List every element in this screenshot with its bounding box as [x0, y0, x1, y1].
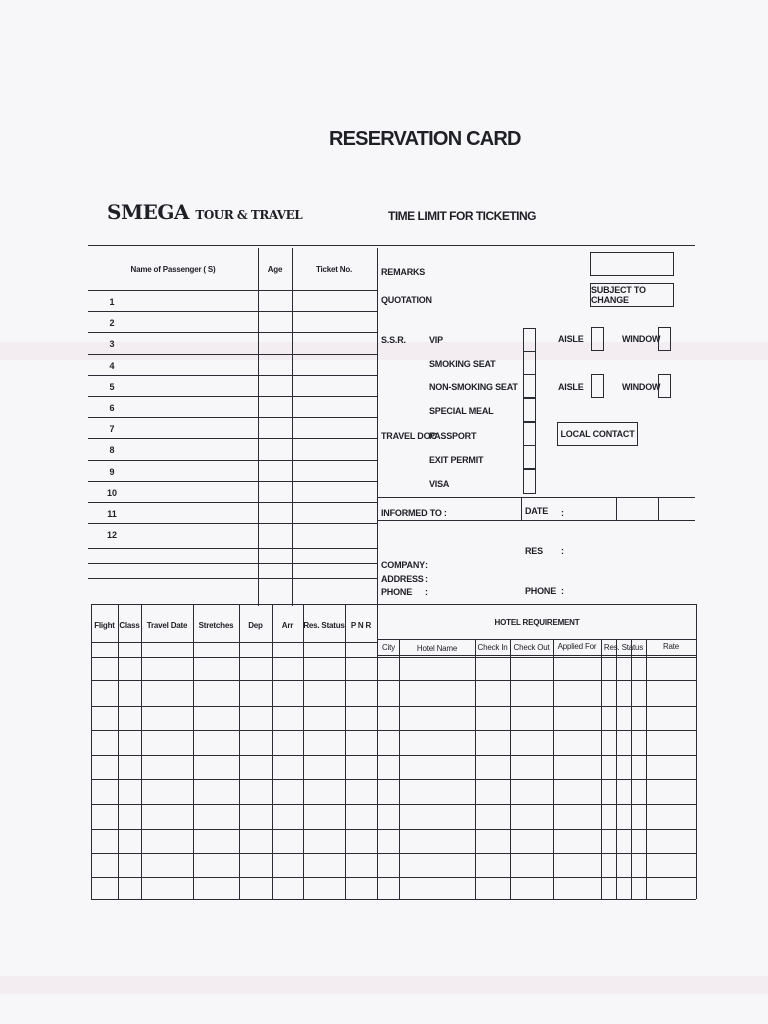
vip-label: VIP: [429, 335, 443, 345]
brand-logo: [107, 200, 302, 224]
remarks-label: REMARKS: [381, 267, 426, 277]
header-applied-for: Applied For: [557, 642, 597, 651]
flight-col-line: [377, 604, 378, 899]
flight-col-line: [141, 604, 142, 899]
table-row: [91, 730, 696, 731]
table-row: [88, 290, 377, 291]
aisle-label-1: AISLE: [558, 334, 584, 344]
informed-divider-3: [658, 497, 659, 520]
table-row: [88, 375, 377, 376]
flight-header-line: [91, 642, 377, 643]
bottom-table-bottom: [91, 899, 696, 900]
table-row: [88, 548, 377, 549]
time-limit-label: TIME LIMIT FOR TICKETING: [388, 209, 536, 223]
informed-divider-2: [616, 497, 617, 520]
table-row: [88, 578, 377, 579]
scan-band-bottom: [0, 976, 768, 994]
window-checkbox-2[interactable]: [658, 374, 671, 398]
window-label-2: WINDOW: [622, 382, 661, 392]
table-row: [91, 804, 696, 805]
flight-col-line: [193, 604, 194, 899]
table-row: [88, 311, 377, 312]
informed-divider-1: [521, 497, 522, 520]
hotel-col-line: [510, 639, 511, 899]
table-row: [91, 853, 696, 854]
header-pnr: P N R: [350, 621, 372, 630]
table-row: [91, 657, 696, 658]
visa-label: VISA: [429, 479, 450, 489]
table-row: [88, 481, 377, 482]
informed-row-top: [377, 497, 695, 498]
informed-row-bottom: [377, 520, 695, 521]
remarks-field[interactable]: [590, 252, 674, 276]
header-class: Class: [119, 621, 140, 630]
address-colon: :: [425, 574, 428, 584]
local-contact-box[interactable]: LOCAL CONTACT: [557, 422, 638, 446]
flight-col-line: [118, 604, 119, 899]
table-row: [91, 755, 696, 756]
passenger-row-number: 6: [109, 403, 115, 413]
window-checkbox-1[interactable]: [658, 327, 671, 351]
header-stretches: Stretches: [198, 621, 234, 630]
table-row: [88, 523, 377, 524]
special-meal-label: SPECIAL MEAL: [429, 406, 494, 416]
table-row: [91, 706, 696, 707]
header-age: Age: [267, 265, 283, 274]
date-label: DATE: [525, 506, 549, 516]
hotel-header-line: [377, 655, 696, 656]
quotation-label: QUOTATION: [381, 295, 432, 305]
top-rule: [88, 245, 695, 246]
hotel-col-line: [399, 639, 400, 899]
header-hotel-name: Hotel Name: [416, 644, 458, 653]
header-res-status: Res. Status: [303, 621, 345, 630]
header-dep: Dep: [248, 621, 263, 630]
company-label: COMPANY: [381, 560, 425, 570]
date-colon: :: [561, 508, 564, 518]
header-city: City: [382, 643, 395, 652]
passenger-row-number: 11: [107, 509, 117, 519]
informed-to-label: INFORMED TO :: [381, 508, 447, 518]
phone-colon: :: [425, 587, 428, 597]
header-passenger-name: Name of Passenger ( S): [130, 265, 216, 274]
company-colon: :: [425, 560, 428, 570]
header-rate: Rate: [662, 642, 680, 651]
hotel-requirement-title: HOTEL REQUIREMENT: [494, 618, 580, 627]
passenger-row-number: 7: [109, 424, 115, 435]
flight-col-line: [272, 604, 273, 899]
phone2-colon: :: [561, 586, 564, 596]
header-check-out: Check Out: [513, 643, 550, 652]
passenger-row-number: 4: [109, 360, 115, 371]
passenger-row-number: 10: [106, 487, 117, 498]
exit-permit-checkbox[interactable]: [523, 445, 536, 469]
passenger-row-number: 8: [109, 445, 115, 456]
special-meal-checkbox[interactable]: [523, 398, 536, 422]
table-row: [88, 417, 377, 418]
table-row: [91, 779, 696, 780]
passenger-row-number: 9: [109, 466, 115, 477]
table-row: [88, 502, 377, 503]
table-row: [88, 460, 377, 461]
flight-col-line: [239, 604, 240, 899]
subject-to-change-box[interactable]: SUBJECT TO CHANGE: [590, 283, 674, 307]
header-check-in: Check In: [477, 643, 508, 652]
header-hotel-res-status: Res. Status: [603, 643, 644, 652]
header-ticket-no: Ticket No.: [315, 265, 353, 274]
flight-col-line: [345, 604, 346, 899]
hotel-col-line: [631, 639, 632, 899]
exit-permit-label: EXIT PERMIT: [429, 455, 484, 465]
passport-label: PASSPORT: [429, 431, 477, 441]
passenger-row-number: 1: [109, 297, 115, 307]
table-row: [88, 563, 377, 564]
table-row: [88, 438, 377, 439]
table-row: [91, 680, 696, 681]
passenger-row-number: 5: [109, 381, 115, 392]
flight-col-line: [303, 604, 304, 899]
bottom-table-right: [696, 604, 697, 899]
table-row: [88, 332, 377, 333]
pax-col-line: [258, 248, 259, 606]
non-smoking-seat-label: NON-SMOKING SEAT: [429, 382, 518, 392]
res-colon: :: [561, 546, 564, 556]
aisle-checkbox-2[interactable]: [591, 374, 604, 398]
pax-col-line: [292, 248, 293, 606]
hotel-col-line: [616, 639, 617, 899]
window-label-1: WINDOW: [622, 334, 661, 344]
phone2-label: PHONE: [525, 586, 557, 596]
passenger-row-number: 2: [109, 318, 115, 329]
table-row: [91, 877, 696, 878]
brand-name: SMEGA: [107, 200, 189, 224]
header-arr: Arr: [281, 621, 294, 630]
vip-checkbox[interactable]: [523, 328, 536, 352]
header-travel-date: Travel Date: [146, 621, 188, 630]
passenger-row-number: 3: [109, 339, 115, 350]
pax-col-line: [377, 248, 378, 606]
hotel-col-line: [475, 639, 476, 899]
travel-doc-label: TRAVEL DOC: [381, 431, 437, 441]
passenger-row-number: 12: [106, 530, 117, 541]
form-title: RESERVATION CARD: [329, 128, 521, 150]
smoking-seat-checkbox[interactable]: [523, 351, 536, 375]
ssr-label: S.S.R.: [381, 335, 406, 345]
header-flight: Flight: [94, 621, 115, 630]
non-smoking-seat-checkbox[interactable]: [523, 374, 536, 398]
aisle-checkbox-1[interactable]: [591, 327, 604, 351]
table-row: [91, 829, 696, 830]
hotel-title-line: [377, 639, 696, 640]
hotel-col-line: [646, 639, 647, 899]
table-row: [88, 396, 377, 397]
visa-checkbox[interactable]: [523, 469, 536, 494]
bottom-table-left: [91, 604, 92, 899]
phone-label: PHONE: [381, 587, 413, 597]
brand-tagline: TOUR & TRAVEL: [195, 208, 303, 222]
address-label: ADDRESS: [381, 574, 424, 584]
bottom-table-top: [91, 604, 696, 605]
smoking-seat-label: SMOKING SEAT: [429, 359, 496, 369]
hotel-col-line: [553, 639, 554, 899]
table-row: [88, 354, 377, 355]
hotel-col-line: [601, 639, 602, 899]
res-label: RES: [525, 546, 543, 556]
aisle-label-2: AISLE: [558, 382, 584, 392]
passport-checkbox[interactable]: [523, 422, 536, 446]
